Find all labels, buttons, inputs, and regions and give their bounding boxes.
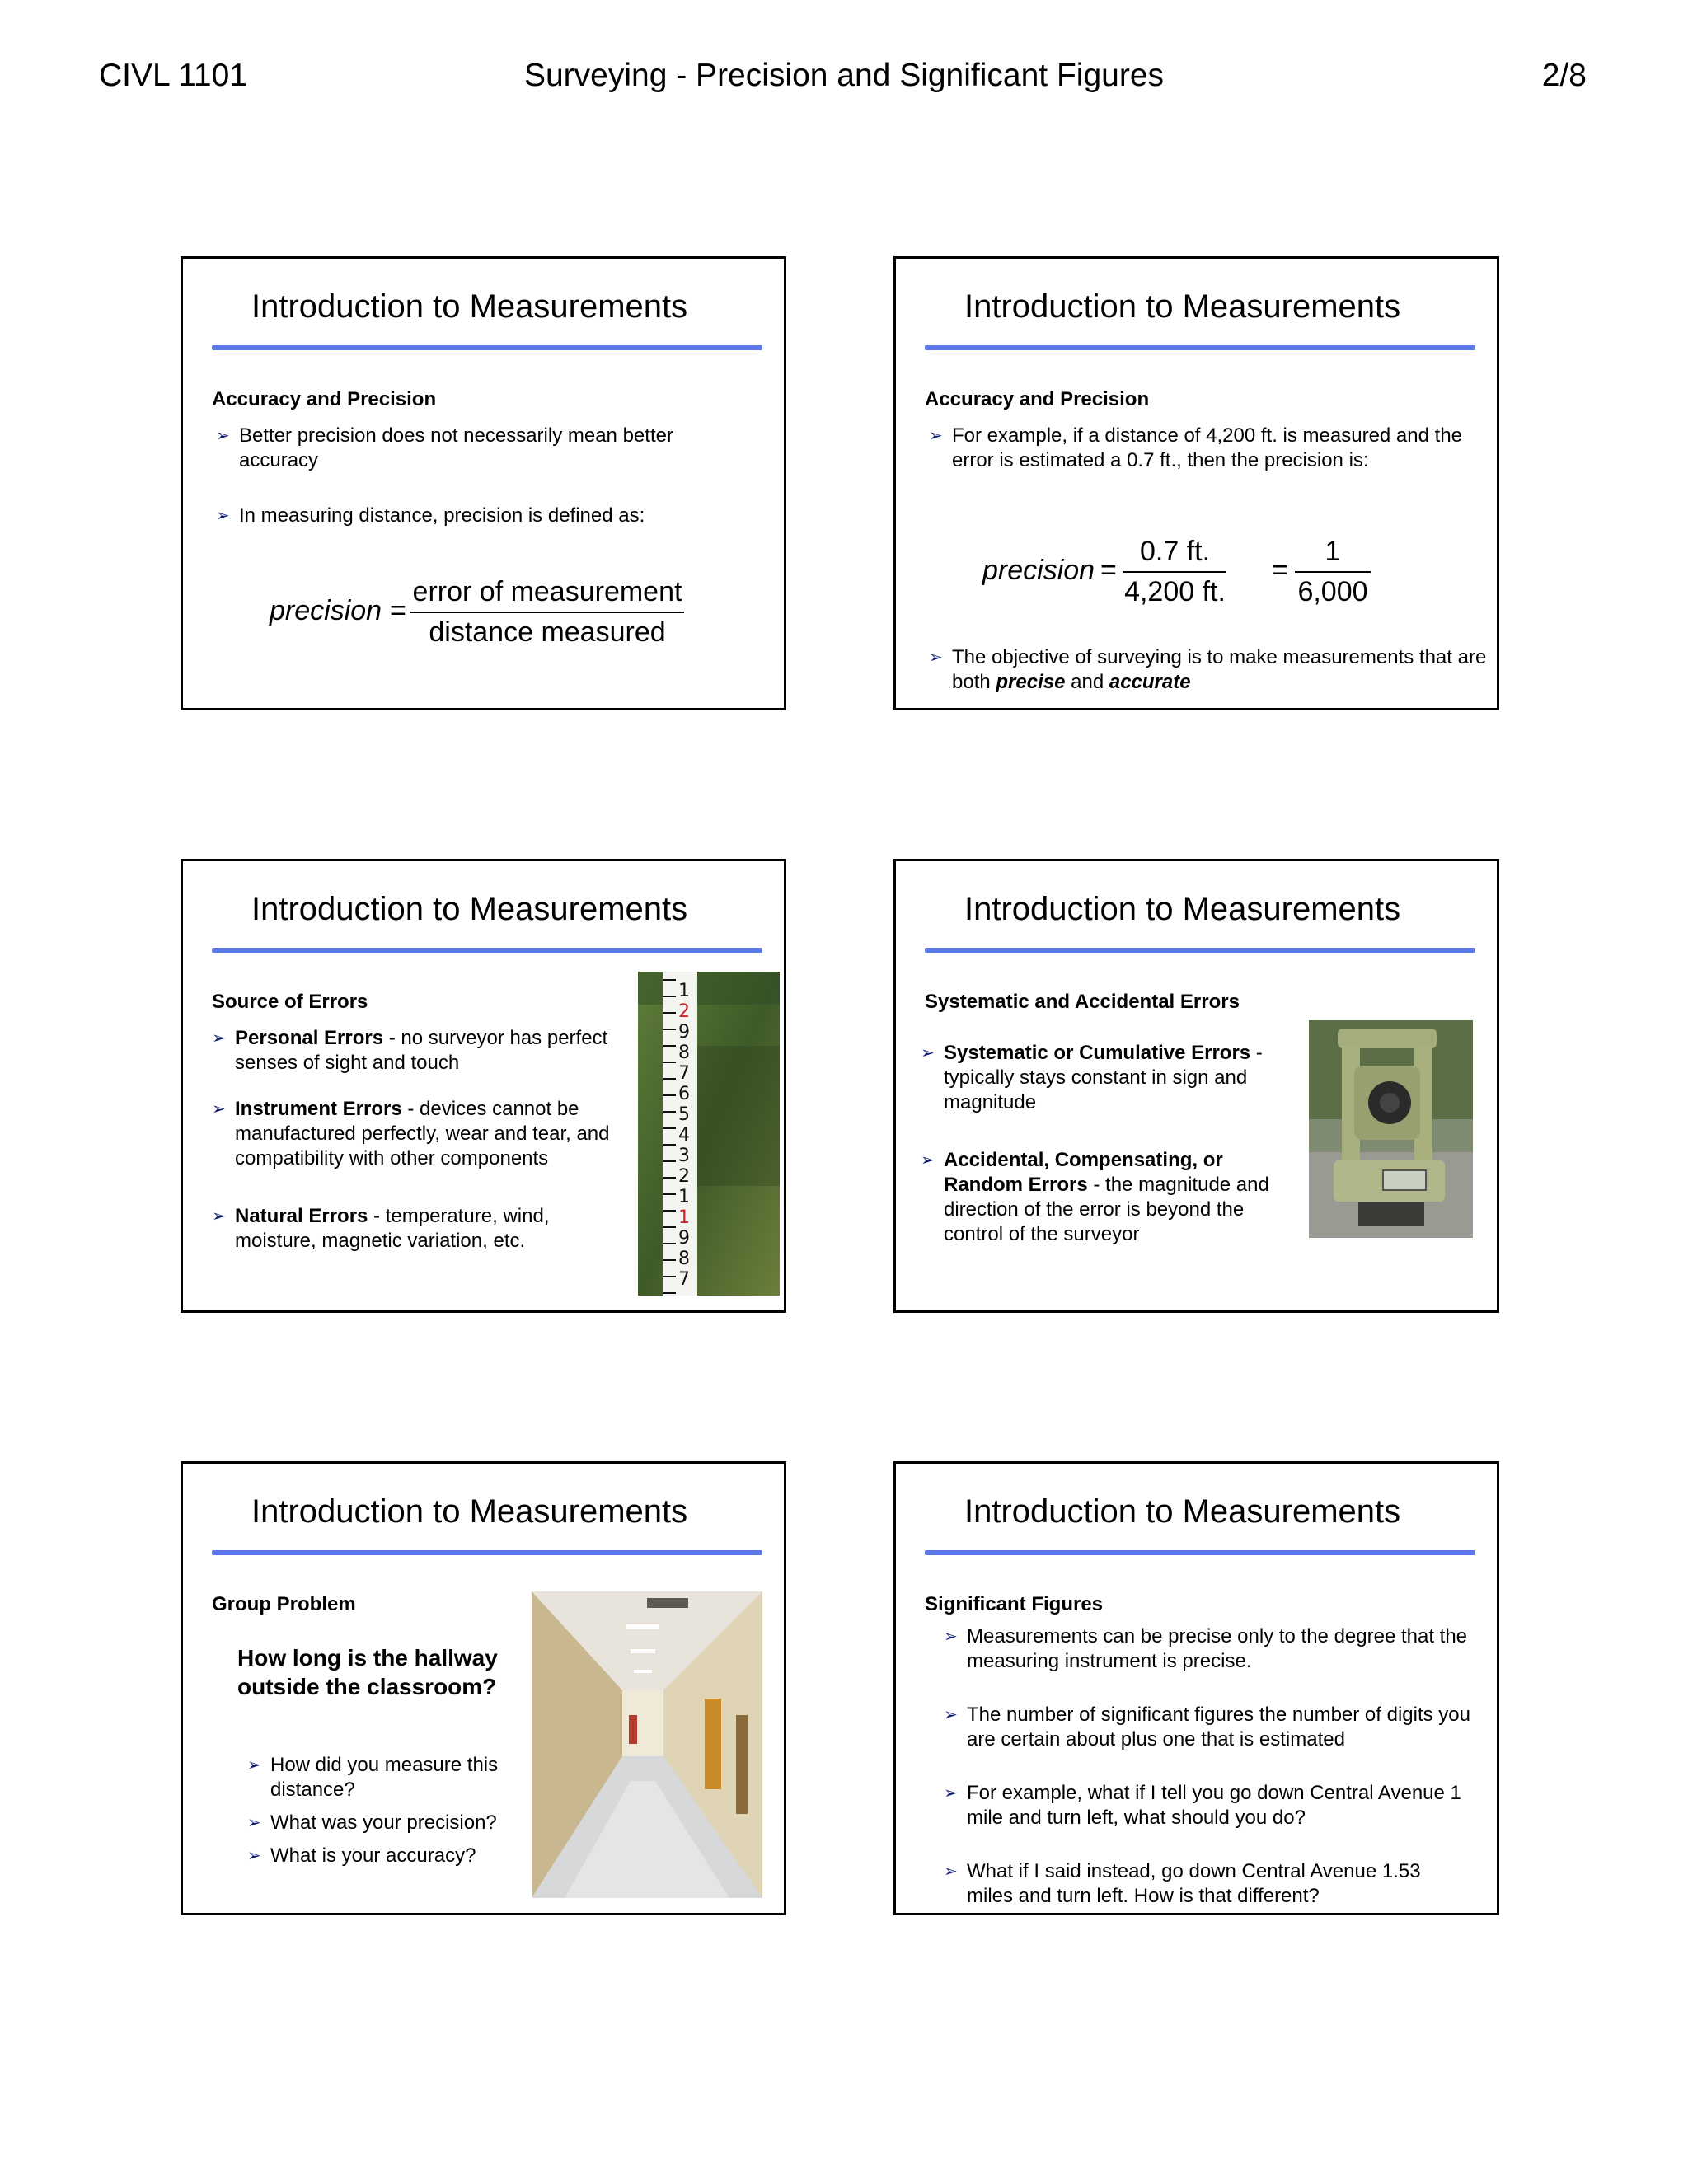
bullet-item xyxy=(944,1703,1478,1752)
bullet-text: In measuring distance, precision is defined as: xyxy=(239,504,645,527)
arrow-bullet-icon: ➢ xyxy=(921,1151,935,1169)
bullet-text: The number of significant figures the number of digits you are certain about plus one that is estimated xyxy=(967,1704,1470,1750)
title-underline xyxy=(212,345,762,350)
slide-title: Introduction to Measurements xyxy=(964,1493,1401,1530)
bullet-term: Accidental, Compensating, or Random Errors xyxy=(944,1149,1223,1196)
slide-5 xyxy=(181,1461,786,1915)
group-question: How long is the hallway outside the classroom? xyxy=(237,1645,498,1699)
slide-title: Introduction to Measurements xyxy=(251,1493,688,1530)
bullet-text: For example, what if I tell you go down Central Avenue 1 mile and turn left, what should you do? xyxy=(967,1782,1461,1829)
svg-text:6: 6 xyxy=(678,1084,690,1104)
bullet-item xyxy=(216,504,750,528)
slide-title: Introduction to Measurements xyxy=(251,288,688,325)
svg-text:1: 1 xyxy=(678,1187,690,1207)
slide-1 xyxy=(181,256,786,710)
bullet-item xyxy=(944,1781,1486,1830)
fraction-numerator: error of measurement xyxy=(412,576,682,607)
bullet-item xyxy=(921,1041,1306,1115)
bullet-text: and xyxy=(1065,671,1109,693)
svg-text:2: 2 xyxy=(678,1001,690,1022)
slide-title: Introduction to Measurements xyxy=(964,288,1401,325)
arrow-bullet-icon: ➢ xyxy=(944,1706,958,1724)
bullet-text: The objective of surveying is to make measurements that are both xyxy=(952,646,1487,693)
bullet-item xyxy=(247,1811,551,1835)
bullet-text: - no surveyor has perfect senses of sight and touch xyxy=(235,1027,608,1074)
title-underline xyxy=(925,1550,1475,1555)
slide-subhead: Group Problem xyxy=(212,1593,356,1615)
svg-text:9: 9 xyxy=(678,1228,690,1249)
bullet-item xyxy=(944,1624,1478,1674)
arrow-bullet-icon: ➢ xyxy=(944,1628,958,1646)
emphasis-accurate: accurate xyxy=(1109,671,1191,693)
title-underline xyxy=(925,948,1475,953)
slide-6 xyxy=(893,1461,1499,1915)
slide-title: Introduction to Measurements xyxy=(251,891,688,927)
bullet-text: - typically stays constant in sign and magnitude xyxy=(944,1042,1263,1113)
document-title: Surveying - Precision and Significant Figures xyxy=(523,58,1165,93)
bullet-item xyxy=(212,1204,589,1254)
bullet-item xyxy=(216,424,725,473)
formula-equals: = xyxy=(1100,555,1117,586)
title-underline xyxy=(212,1550,762,1555)
fraction-denominator: 4,200 ft. xyxy=(1123,571,1226,608)
arrow-bullet-icon: ➢ xyxy=(216,427,230,445)
bullet-text: What was your precision? xyxy=(270,1811,497,1834)
svg-text:9: 9 xyxy=(678,1022,690,1043)
fraction-denominator: 6,000 xyxy=(1295,571,1371,608)
arrow-bullet-icon: ➢ xyxy=(929,649,943,667)
fraction-denominator: distance measured xyxy=(410,612,684,649)
bullet-term: Systematic or Cumulative Errors xyxy=(944,1042,1251,1064)
svg-text:5: 5 xyxy=(678,1104,690,1125)
bullet-item xyxy=(944,1859,1461,1909)
formula-equals: = xyxy=(1272,555,1288,586)
bullet-item xyxy=(212,1026,610,1076)
bullet-item xyxy=(212,1097,626,1171)
page-number: 2/8 xyxy=(1541,58,1587,93)
bullet-term: Personal Errors xyxy=(235,1027,384,1049)
arrow-bullet-icon: ➢ xyxy=(212,1029,226,1047)
bullet-text: What if I said instead, go down Central Avenue 1.53 miles and turn left. How is that different? xyxy=(967,1860,1421,1907)
hallway-photo xyxy=(532,1591,762,1898)
svg-text:7: 7 xyxy=(678,1063,690,1084)
bullet-text: Measurements can be precise only to the degree that the measuring instrument is precise. xyxy=(967,1625,1468,1672)
svg-text:2: 2 xyxy=(678,1166,690,1187)
bullet-text: - temperature, wind, moisture, magnetic variation, etc. xyxy=(235,1205,550,1252)
bullet-item xyxy=(247,1753,509,1802)
bullet-text: - devices cannot be manufactured perfectly, wear and tear, and compatibility with other components xyxy=(235,1098,610,1169)
fraction-ratio xyxy=(1295,536,1371,608)
title-underline xyxy=(925,345,1475,350)
svg-text:1: 1 xyxy=(678,1207,690,1228)
bullet-text: - the magnitude and direction of the error is beyond the control of the surveyor xyxy=(944,1174,1269,1245)
leveling-rod-photo xyxy=(638,972,780,1296)
slide-subhead: Systematic and Accidental Errors xyxy=(925,991,1240,1013)
arrow-bullet-icon: ➢ xyxy=(247,1814,261,1832)
bullet-term: Instrument Errors xyxy=(235,1098,402,1120)
fraction-numerator: 0.7 ft. xyxy=(1139,536,1211,567)
arrow-bullet-icon: ➢ xyxy=(247,1756,261,1774)
slide-subhead: Source of Errors xyxy=(212,991,368,1013)
svg-text:3: 3 xyxy=(678,1146,690,1166)
title-underline xyxy=(212,948,762,953)
total-station-photo xyxy=(1309,1020,1473,1238)
slide-subhead: Significant Figures xyxy=(925,1593,1104,1615)
course-code: CIVL 1101 xyxy=(99,58,247,93)
slide-title: Introduction to Measurements xyxy=(964,891,1401,927)
svg-text:1: 1 xyxy=(678,981,690,1001)
arrow-bullet-icon: ➢ xyxy=(216,507,230,525)
formula-lhs: precision xyxy=(982,555,1095,586)
bullet-text: For example, if a distance of 4,200 ft. is measured and the error is estimated a 0.7 ft., then the precision is: xyxy=(952,424,1463,471)
slide-3 xyxy=(181,859,786,1313)
bullet-text: How did you measure this distance? xyxy=(270,1754,499,1801)
arrow-bullet-icon: ➢ xyxy=(929,427,943,445)
bullet-item xyxy=(247,1844,551,1868)
bullet-term: Natural Errors xyxy=(235,1205,368,1227)
svg-text:7: 7 xyxy=(678,1269,690,1290)
fraction-distance xyxy=(1123,536,1226,608)
arrow-bullet-icon: ➢ xyxy=(247,1847,261,1865)
slide-2 xyxy=(893,256,1499,710)
precision-fraction xyxy=(410,576,684,649)
formula-lhs: precision = xyxy=(270,595,406,626)
arrow-bullet-icon: ➢ xyxy=(921,1044,935,1062)
slide-subhead: Accuracy and Precision xyxy=(212,388,437,410)
slide-subhead: Accuracy and Precision xyxy=(925,388,1150,410)
bullet-text: What is your accuracy? xyxy=(270,1844,476,1867)
svg-text:4: 4 xyxy=(678,1125,690,1146)
bullet-item xyxy=(929,645,1496,695)
svg-text:8: 8 xyxy=(678,1249,690,1269)
slide-4 xyxy=(893,859,1499,1313)
svg-text:8: 8 xyxy=(678,1043,690,1063)
bullet-item xyxy=(929,424,1479,473)
arrow-bullet-icon: ➢ xyxy=(944,1784,958,1802)
emphasis-precise: precise xyxy=(996,671,1066,693)
fraction-numerator: 1 xyxy=(1325,536,1341,567)
bullet-text: Better precision does not necessarily mean better accuracy xyxy=(239,424,673,471)
arrow-bullet-icon: ➢ xyxy=(944,1863,958,1881)
arrow-bullet-icon: ➢ xyxy=(212,1100,226,1118)
arrow-bullet-icon: ➢ xyxy=(212,1207,226,1226)
bullet-item xyxy=(921,1148,1306,1247)
